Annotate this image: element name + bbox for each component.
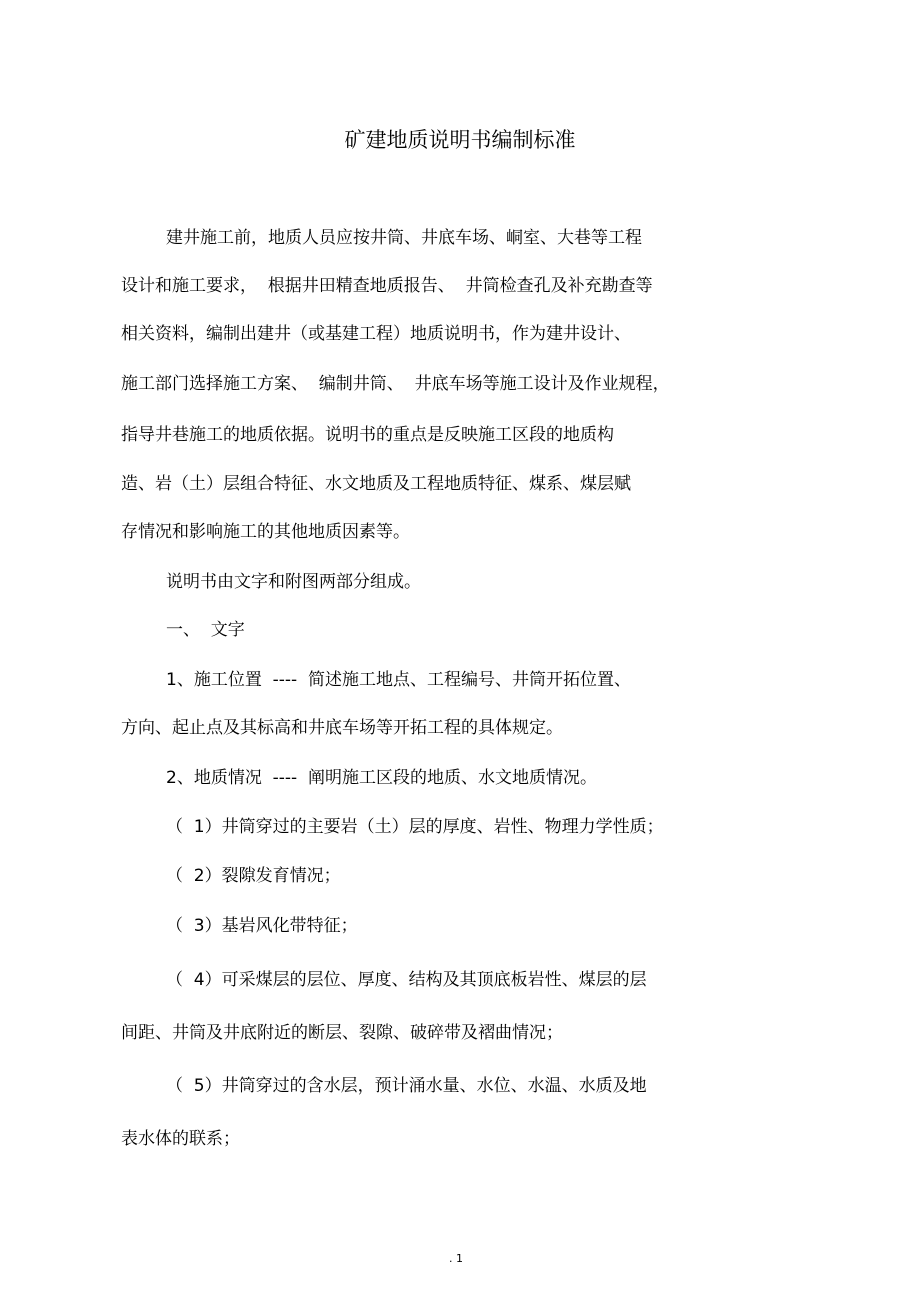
- paragraph-line: 间距、井筒及井底附近的断层、裂隙、破碎带及褶曲情况；: [121, 1023, 563, 1043]
- list-item: （ 3）基岩风化带特征；: [166, 916, 358, 936]
- paragraph-line: 存情况和影响施工的其他地质因素等。: [121, 522, 410, 542]
- paragraph-line: 设计和施工要求， 根据井田精查地质报告、 井筒检查孔及补充勘查等: [121, 276, 653, 296]
- paragraph-line: 指导井巷施工的地质依据。说明书的重点是反映施工区段的地质构: [121, 425, 614, 445]
- list-item: （ 5）井筒穿过的含水层，预计涌水量、水位、水温、水质及地: [166, 1076, 647, 1096]
- paragraph-line: 表水体的联系；: [121, 1129, 240, 1149]
- list-item: （ 2）裂隙发育情况；: [166, 866, 341, 886]
- paragraph-line: 1、施工位置 ---- 简述施工地点、工程编号、井筒开拓位置、: [166, 670, 631, 690]
- paragraph-line: 相关资料，编制出建井（或基建工程）地质说明书，作为建井设计、: [121, 324, 631, 344]
- paragraph-line: 建井施工前，地质人员应按井筒、井底车场、峒室、大巷等工程: [166, 228, 642, 248]
- section-heading: 一、 文字: [166, 620, 245, 640]
- list-item: （ 4）可采煤层的层位、厚度、结构及其顶底板岩性、煤层的层: [166, 970, 647, 990]
- page-number: . 1: [449, 1252, 463, 1265]
- paragraph-line: 施工部门选择施工方案、 编制井筒、 井底车场等施工设计及作业规程，: [121, 374, 670, 394]
- paragraph-line: 2、地质情况 ---- 阐明施工区段的地质、水文地质情况。: [166, 768, 597, 788]
- list-item: （ 1）井筒穿过的主要岩（土）层的厚度、岩性、物理力学性质；: [166, 817, 664, 837]
- paragraph-line: 方向、起止点及其标高和井底车场等开拓工程的具体规定。: [121, 718, 563, 738]
- paragraph-line: 造、岩（土）层组合特征、水文地质及工程地质特征、煤系、煤层赋: [121, 474, 631, 494]
- paragraph-line: 说明书由文字和附图两部分组成。: [166, 572, 421, 592]
- document-title: 矿建地质说明书编制标准: [344, 128, 576, 152]
